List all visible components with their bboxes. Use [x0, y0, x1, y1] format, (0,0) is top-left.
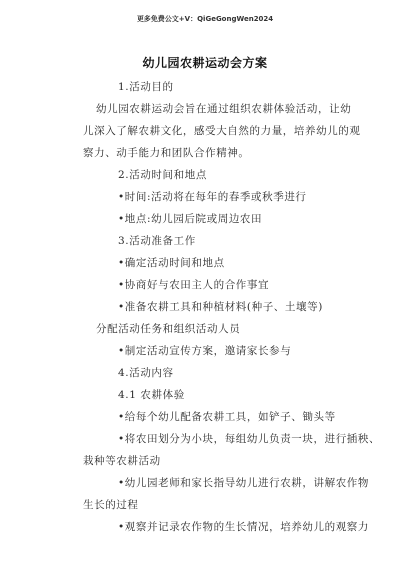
paragraph-line: 分配活动任务和组织活动人员: [96, 323, 241, 335]
list-item: •幼儿园老师和家长指导幼儿进行农耕，讲解农作物: [118, 477, 369, 489]
paragraph-line: 幼儿园农耕运动会旨在通过组织农耕体验活动，让幼: [96, 103, 352, 115]
list-item-continuation: 栽种等农耕活动: [83, 455, 161, 467]
list-item: •观察并记录农作物的生长情况，培养幼儿的观察力: [118, 521, 369, 533]
list-item: •确定活动时间和地点: [118, 257, 225, 269]
document-title: 幼儿园农耕运动会方案: [142, 56, 268, 70]
paragraph-line: 察力、动手能力和团队合作精神。: [83, 147, 250, 159]
list-item: •地点:幼儿园后院或周边农田: [118, 213, 263, 225]
list-item: •协商好与农田主人的合作事宜: [118, 279, 270, 291]
list-item: •制定活动宣传方案，邀请家长参与: [118, 345, 292, 357]
subsection-heading-farming: 4.1 农耕体验: [118, 389, 185, 401]
header-note: 更多免费公文+V：QiGeGongWen2024: [136, 15, 274, 23]
list-item: •将农田划分为小块，每组幼儿负责一块，进行插秧、: [118, 433, 381, 445]
section-heading-time-place: 2.活动时间和地点: [118, 169, 207, 181]
section-heading-preparation: 3.活动准备工作: [118, 235, 196, 247]
paragraph-line: 儿深入了解农耕文化，感受大自然的力量，培养幼儿的观: [83, 125, 361, 137]
section-heading-purpose: 1.活动目的: [118, 81, 174, 93]
list-item-continuation: 生长的过程: [83, 499, 139, 511]
list-item: •准备农耕工具和种植材料(种子、土壤等): [118, 301, 323, 313]
list-item: •给每个幼儿配备农耕工具，如铲子、锄头等: [118, 411, 336, 423]
section-heading-content: 4.活动内容: [118, 367, 174, 379]
list-item: •时间:活动将在每年的春季或秋季进行: [118, 191, 307, 203]
